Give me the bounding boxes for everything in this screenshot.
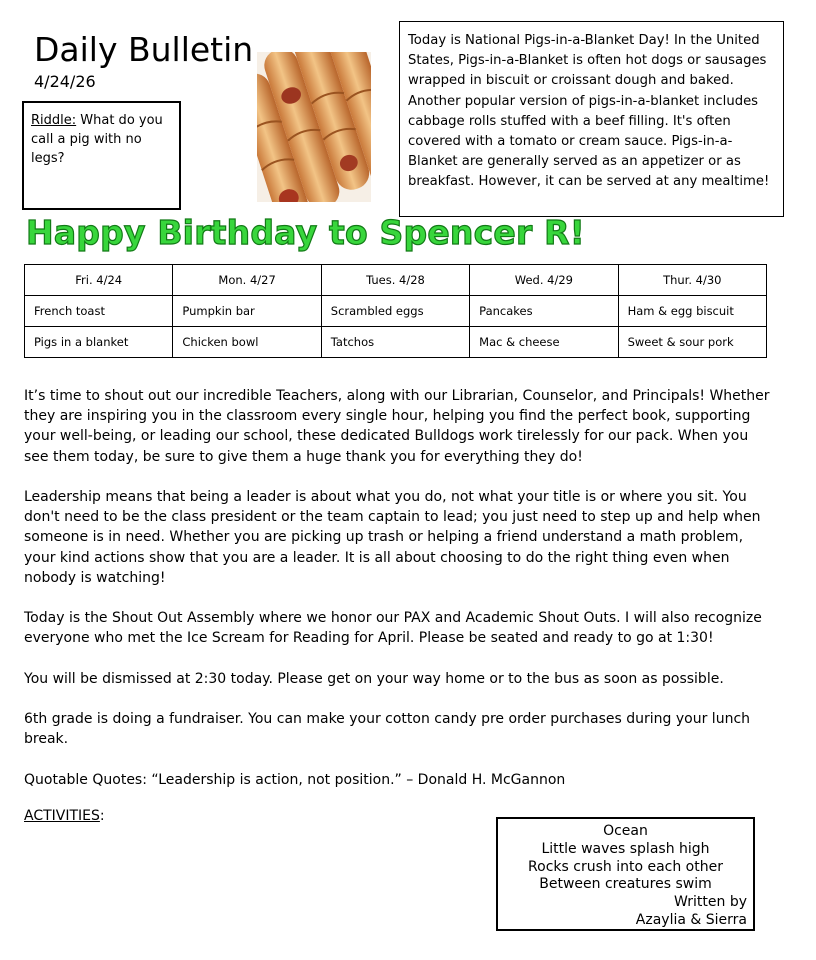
menu-day: Fri. 4/24	[25, 265, 173, 296]
activities-colon: :	[99, 808, 105, 824]
announcement-paragraph: Leadership means that being a leader is about what you do, not what your title is or where you sit. You don't need to be the class president or the team captain to lead; you just need to step up and help when someone is in need. Whether you are picking up trash or helping a friend understand a math problem, your kind actions show that you are a leader. It is all about choosing to do the right thing even when nobody is watching!	[24, 489, 761, 586]
riddle-box	[22, 101, 181, 210]
poem-credit: Written by	[674, 894, 747, 911]
menu-cell: French toast	[25, 296, 173, 327]
announcement-paragraph: 6th grade is doing a fundraiser. You can make your cotton candy pre order purchases during your lunch break.	[24, 711, 751, 748]
menu-cell: Mac & cheese	[470, 327, 618, 358]
lunch-menu-table	[24, 264, 767, 358]
activities-label: ACTIVITIES	[24, 808, 100, 824]
pigs-in-a-blanket-image	[257, 52, 371, 202]
announcement-paragraph: It’s time to shout out our incredible Teachers, along with our Librarian, Counselor, and Principals! Whether they are inspiring you in the classroom every single hour, helping you find the perfect book, supporting your well-being, or leading our school, these dedicated Bulldogs work tirelessly for our pack. When you see them today, be sure to give them a huge thank you for everything they do!	[24, 388, 770, 465]
pigs-in-a-blanket-photo	[257, 52, 371, 202]
menu-day: Thur. 4/30	[618, 265, 766, 296]
fact-text: Today is National Pigs-in-a-Blanket Day! In the United States, Pigs-in-a-Blanket is often hot dogs or sausages wrapped in biscuit or croissant dough and baked. Another popular version of pigs-in-a-blanket includes cabbage rolls stuffed with a beef filling. It's often covered with a tomato or cream sauce. Pigs-in-a-Blanket are generally served as an appetizer or as breakfast. However, it can be served at any mealtime!	[408, 33, 770, 190]
menu-cell: Chicken bowl	[173, 327, 321, 358]
menu-day: Wed. 4/29	[470, 265, 618, 296]
announcements	[24, 386, 774, 810]
birthday-banner: Happy Birthday to Spencer R!	[26, 213, 585, 252]
menu-cell: Pigs in a blanket	[25, 327, 173, 358]
poem-line: Rocks crush into each other	[528, 858, 723, 875]
poem-line: Between creatures swim	[539, 876, 712, 893]
poem-line: Little waves splash high	[541, 840, 710, 857]
menu-cell: Tatchos	[321, 327, 469, 358]
quotable-quote: Quotable Quotes: “Leadership is action, not position.” – Donald H. McGannon	[24, 771, 566, 788]
menu-lunch-row	[25, 327, 767, 358]
riddle-text: What do you call a pig with no legs?	[31, 113, 163, 166]
poem-box	[496, 817, 755, 931]
announcement-paragraph: Today is the Shout Out Assembly where we honor our PAX and Academic Shout Outs. I will also recognize everyone who met the Ice Scream for Reading for April. Please be seated and ready to go at 1:30!	[24, 610, 762, 647]
bulletin-title: Daily Bulletin	[34, 30, 254, 69]
menu-breakfast-row	[25, 296, 767, 327]
menu-cell: Ham & egg biscuit	[618, 296, 766, 327]
menu-day: Mon. 4/27	[173, 265, 321, 296]
menu-cell: Scrambled eggs	[321, 296, 469, 327]
menu-cell: Sweet & sour pork	[618, 327, 766, 358]
announcement-paragraph: You will be dismissed at 2:30 today. Please get on your way home or to the bus as soon as possible.	[24, 670, 724, 687]
poem-title: Ocean	[603, 823, 648, 839]
poem-authors: Azaylia & Sierra	[635, 911, 747, 928]
fact-box	[399, 21, 784, 217]
menu-cell: Pumpkin bar	[173, 296, 321, 327]
activities-heading	[24, 806, 105, 826]
menu-cell: Pancakes	[470, 296, 618, 327]
riddle-label: Riddle:	[31, 113, 77, 128]
menu-day: Tues. 4/28	[321, 265, 469, 296]
menu-header-row	[25, 265, 767, 296]
bulletin-date: 4/24/26	[34, 72, 96, 91]
